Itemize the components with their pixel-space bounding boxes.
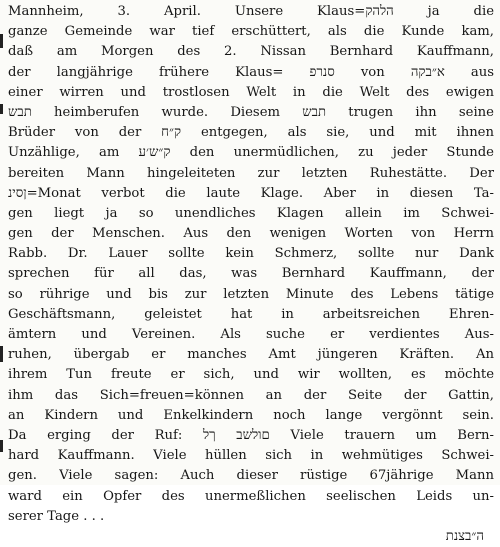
article-line: so rührige und bis zur letzten Minute des Lebens tätige [8,286,494,302]
article-line: Unzählige, am ק״ש׳ע den unermüdlichen, zu jeder Stunde [8,145,494,161]
article-line: einer wirren und trostlosen Welt in die Welt des ewigen [8,84,494,100]
article-line: ihm das Sich=freuen=können an der Seite der Gattin, [8,387,494,403]
article-line: ןסינ=Monat verbot die laute Klage. Aber in diesen Ta- [8,185,494,201]
article-line: serer Tage . . . [8,508,105,524]
article-line: gen der Menschen. Aus den wenigen Worten von Herrn [8,226,494,242]
margin-mark [0,440,3,452]
article-line: ruhen, übergab er manches Amt jüngeren Kräften. An [8,347,494,363]
article-line: ward ein Opfer des unermeßlichen seelischen Leids un- [8,488,494,504]
article-line: an Kindern und Enkelkindern noch lange vergönnt sein. [8,407,494,423]
article-line: Rabb. Dr. Lauer sollte kein Schmerz, sollte nur Dank [8,246,494,262]
margin-mark [0,346,3,362]
article-line: Mannheim, 3. April. Unsere Klaus=הלהק ja die [8,4,494,19]
article-line: gen. Viele sagen: Auch dieser rüstige 67jährige Mann [8,468,494,484]
article-line: Geschäftsmann, geleistet hat in arbeitsreichen Ehren- [8,306,494,322]
article-line: gen liegt ja so unendliches Klagen allein im Schwei- [8,205,494,221]
left-margin-marks [0,0,4,485]
article-line: sprechen für all das, was Bernhard Kauffmann, der [8,266,494,282]
article-line: bereiten Mann hingeleiteten zur letzten Ruhestätte. Der [8,165,494,181]
article-line: hard Kauffmann. Viele hüllen sich in wehmütiges Schwei- [8,448,494,464]
article-line: ämtern und Vereinen. Als suche er verdientes Aus- [8,327,494,342]
article-line: תבש heimberufen wurde. Diesem תבש trugen ihn seine [8,104,494,120]
obituary-article [8,2,494,547]
article-line: Brüder von der ק״ח entgegen, als sie, und mit ihnen [8,125,494,141]
article-signature: ה״בצנת [445,528,484,544]
article-line: der langjährige frühere Klaus= סנרפ von א״בקה aus [8,64,494,80]
margin-mark [0,104,3,114]
article-line: ihrem Tun freute er sich, und wir wollten, es möchte [8,367,494,383]
article-line: ganze Gemeinde war tief erschüttert, als die Kunde kam, [8,24,494,40]
article-line: daß am Morgen des 2. Nissan Bernhard Kauffmann, [8,44,494,60]
margin-mark [0,34,3,48]
article-line: Da erging der Ruf: םולשב ךל Viele trauern um Bern- [8,427,494,443]
